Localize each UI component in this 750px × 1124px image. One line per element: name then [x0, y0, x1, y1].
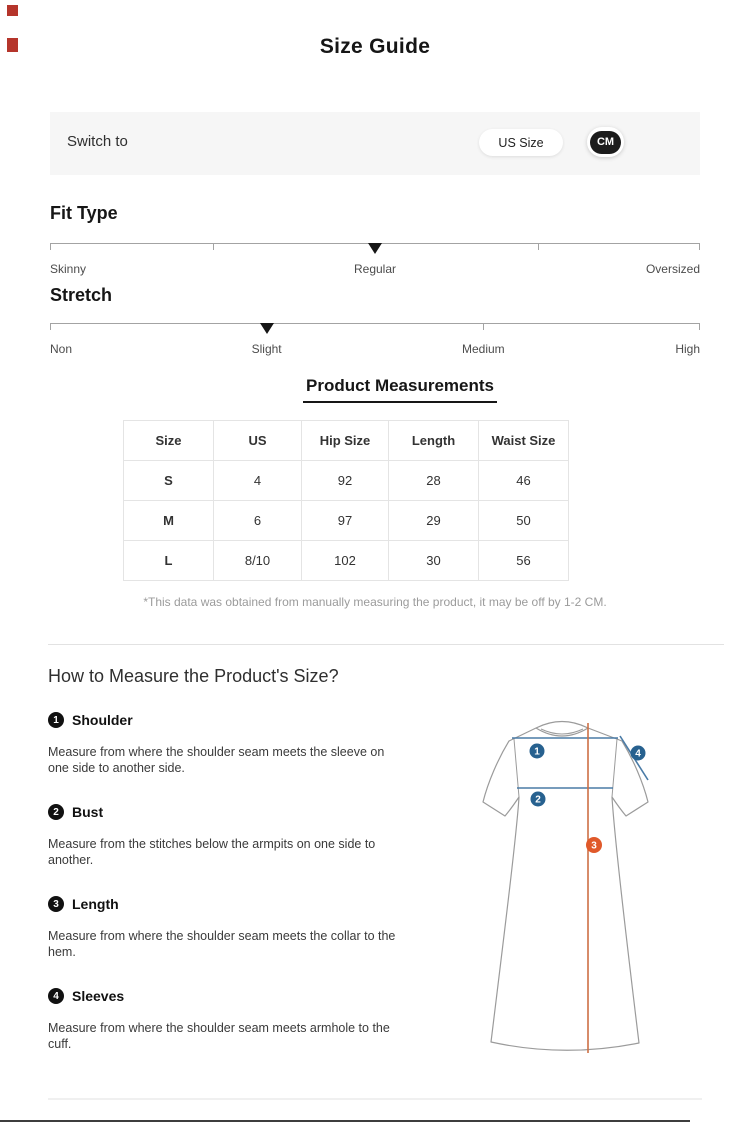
svg-text:4: 4	[635, 748, 641, 760]
stretch-slider	[50, 318, 700, 358]
column-header: US	[214, 421, 302, 461]
red-stamp-mark	[7, 5, 18, 16]
slider-tick	[699, 323, 700, 330]
column-header: Hip Size	[302, 421, 389, 461]
unit-toggle[interactable]	[587, 127, 624, 157]
unit-switch-bar	[50, 112, 700, 175]
slider-tick	[50, 323, 51, 330]
slider-marker-icon	[368, 243, 382, 254]
value-cell: 4	[214, 461, 302, 501]
size-cell: S	[124, 461, 214, 501]
value-cell: 46	[479, 461, 569, 501]
diagram-marker-1	[530, 744, 545, 759]
item-description: Measure from where the shoulder seam meets the collar to the hem.	[48, 929, 396, 959]
item-label: Shoulder	[72, 712, 133, 728]
number-2-badge: 2	[48, 804, 64, 820]
how-to-measure-title: How to Measure the Product's Size?	[48, 666, 339, 686]
slider-label-high: High	[675, 342, 700, 356]
item-label: Length	[72, 896, 119, 912]
slider-tick	[699, 243, 700, 250]
value-cell: 30	[389, 541, 479, 581]
dress-outline	[483, 722, 648, 1051]
diagram-marker-3	[586, 837, 602, 853]
measure-item-sleeves	[48, 988, 124, 1004]
page-title: Size Guide	[319, 35, 431, 58]
stretch-heading: Stretch	[50, 285, 113, 305]
slider-label-oversized: Oversized	[645, 262, 700, 276]
value-cell: 28	[389, 461, 479, 501]
svg-text:2: 2	[535, 794, 541, 806]
value-cell: 56	[479, 541, 569, 581]
table-header-row	[124, 421, 569, 461]
value-cell: 6	[214, 501, 302, 541]
measure-item-length	[48, 896, 119, 912]
svg-text:3: 3	[591, 840, 597, 852]
table-row	[124, 501, 569, 541]
item-description: Measure from the stitches below the armpits on one side to another.	[48, 837, 376, 867]
column-header: Length	[389, 421, 479, 461]
slider-track-line	[50, 323, 700, 324]
fit-type-heading: Fit Type	[50, 203, 118, 223]
slider-tick	[50, 243, 51, 250]
measurement-footnote: *This data was obtained from manually measuring the product, it may be off by 1-2 CM.	[143, 595, 607, 609]
column-header: Size	[124, 421, 214, 461]
diagram-marker-4	[631, 746, 646, 761]
number-3-badge: 3	[48, 896, 64, 912]
measure-item-shoulder	[48, 712, 133, 728]
item-label: Bust	[72, 804, 104, 820]
size-cell: L	[124, 541, 214, 581]
number-1-badge: 1	[48, 712, 64, 728]
table-row	[124, 541, 569, 581]
item-label: Sleeves	[72, 988, 125, 1004]
slider-label-skinny: Skinny	[50, 262, 87, 276]
item-description: Measure from where the shoulder seam meets armhole to the cuff.	[48, 1021, 390, 1051]
bottom-divider	[48, 1098, 702, 1100]
diagram-marker-2	[531, 792, 546, 807]
svg-text:1: 1	[534, 746, 540, 758]
section-divider	[48, 644, 724, 645]
product-measurements-title: Product Measurements	[303, 376, 497, 403]
value-cell: 97	[302, 501, 389, 541]
slider-label-medium: Medium	[462, 342, 505, 356]
bottom-edge-bar	[0, 1120, 690, 1122]
slider-tick	[483, 323, 484, 330]
value-cell: 50	[479, 501, 569, 541]
measure-item-bust	[48, 804, 103, 820]
slider-marker-icon	[260, 323, 274, 334]
cm-unit-badge: CM	[590, 131, 621, 154]
switch-to-label: Switch to	[67, 133, 128, 150]
value-cell: 92	[302, 461, 389, 501]
value-cell: 29	[389, 501, 479, 541]
slider-tick	[538, 243, 539, 250]
item-description: Measure from where the shoulder seam meets the sleeve on one side to another side.	[48, 745, 385, 775]
table-row	[124, 461, 569, 501]
slider-label-slight: Slight	[251, 342, 282, 356]
slider-label-regular: Regular	[353, 262, 397, 276]
value-cell: 8/10	[214, 541, 302, 581]
number-4-badge: 4	[48, 988, 64, 1004]
size-cell: M	[124, 501, 214, 541]
dress-measurement-diagram	[478, 710, 658, 1060]
value-cell: 102	[302, 541, 389, 581]
slider-tick	[213, 243, 214, 250]
us-size-button[interactable]: US Size	[479, 129, 563, 156]
column-header: Waist Size	[479, 421, 569, 461]
measurements-table	[123, 420, 569, 581]
fit-type-slider	[50, 238, 700, 278]
slider-label-non: Non	[50, 342, 73, 356]
